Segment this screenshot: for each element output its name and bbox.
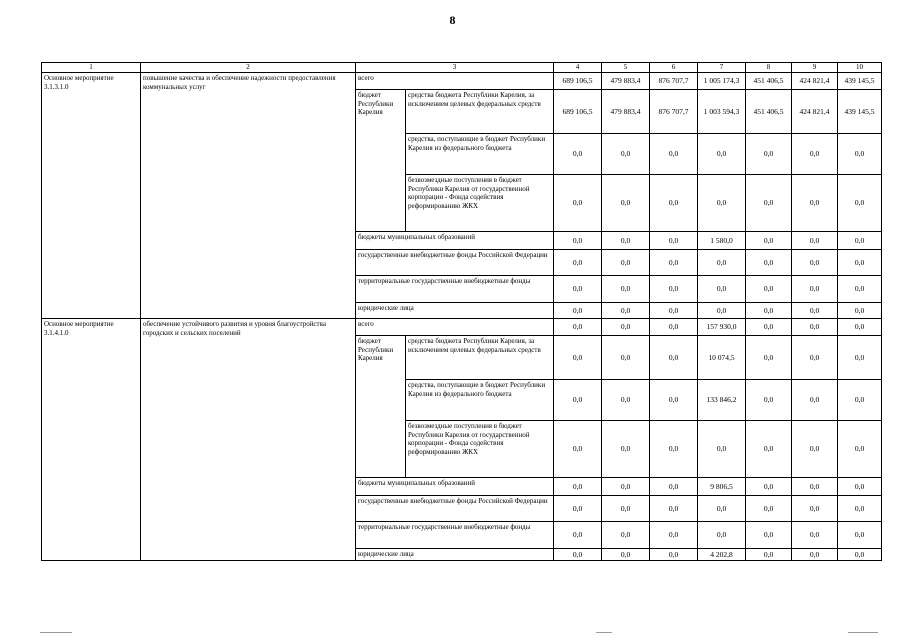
value-cell: 0,0 xyxy=(792,275,838,302)
value-cell: 0,0 xyxy=(838,495,882,521)
value-cell: 9 806,5 xyxy=(698,477,746,495)
value-cell: 0,0 xyxy=(602,249,650,275)
value-cell: 0,0 xyxy=(602,548,650,560)
value-cell: 0,0 xyxy=(554,548,602,560)
value-cell: 876 707,7 xyxy=(650,89,698,133)
value-cell: 0,0 xyxy=(554,133,602,174)
col-header-10: 10 xyxy=(838,63,882,73)
value-cell: 876 707,7 xyxy=(650,72,698,89)
funding-source-label: средства, поступающие в бюджет Республики Карелия из федерального бюджета xyxy=(406,133,554,174)
value-cell: 0,0 xyxy=(792,495,838,521)
value-cell: 0,0 xyxy=(838,548,882,560)
col-header-3: 3 xyxy=(356,63,554,73)
regional-budget-group: бюджет Республики Карелия xyxy=(356,335,406,477)
value-cell: 0,0 xyxy=(746,302,792,318)
value-cell: 0,0 xyxy=(792,335,838,379)
value-cell: 0,0 xyxy=(554,420,602,477)
value-cell: 1 003 594,3 xyxy=(698,89,746,133)
value-cell: 0,0 xyxy=(650,133,698,174)
value-cell: 479 883,4 xyxy=(602,72,650,89)
value-cell: 0,0 xyxy=(602,495,650,521)
measure-description: повышение качества и обеспечение надежности предоставления коммунальных услуг xyxy=(141,72,356,318)
value-cell: 0,0 xyxy=(698,420,746,477)
value-cell: 0,0 xyxy=(602,521,650,548)
value-cell: 4 202,8 xyxy=(698,548,746,560)
value-cell: 0,0 xyxy=(746,318,792,335)
regional-budget-group: бюджет Республики Карелия xyxy=(356,89,406,231)
table-row xyxy=(42,72,882,89)
value-cell: 0,0 xyxy=(602,231,650,249)
measure-code: Основное мероприятие 3.1.4.1.0 xyxy=(42,318,141,560)
value-cell: 0,0 xyxy=(792,133,838,174)
value-cell: 0,0 xyxy=(838,318,882,335)
value-cell: 0,0 xyxy=(792,379,838,420)
value-cell: 0,0 xyxy=(650,521,698,548)
value-cell: 0,0 xyxy=(838,335,882,379)
funding-source-label: средства, поступающие в бюджет Республики Карелия из федерального бюджета xyxy=(406,379,554,420)
value-cell: 0,0 xyxy=(746,420,792,477)
value-cell: 0,0 xyxy=(650,318,698,335)
value-cell: 0,0 xyxy=(792,231,838,249)
measure-description: обеспечение устойчивого развития и уровня благоустройства городских и сельских поселений xyxy=(141,318,356,560)
value-cell: 0,0 xyxy=(650,379,698,420)
value-cell: 0,0 xyxy=(838,275,882,302)
value-cell: 0,0 xyxy=(602,477,650,495)
value-cell: 0,0 xyxy=(554,335,602,379)
value-cell: 0,0 xyxy=(602,275,650,302)
value-cell: 0,0 xyxy=(746,133,792,174)
value-cell: 0,0 xyxy=(746,335,792,379)
funding-source-label: юридические лица xyxy=(356,302,554,318)
value-cell: 0,0 xyxy=(602,174,650,231)
value-cell: 0,0 xyxy=(698,174,746,231)
value-cell: 451 406,5 xyxy=(746,72,792,89)
value-cell: 0,0 xyxy=(746,174,792,231)
value-cell: 0,0 xyxy=(602,302,650,318)
value-cell: 0,0 xyxy=(554,231,602,249)
value-cell: 0,0 xyxy=(650,302,698,318)
value-cell: 0,0 xyxy=(650,231,698,249)
value-cell: 0,0 xyxy=(792,249,838,275)
page-number: 8 xyxy=(449,13,456,27)
value-cell: 0,0 xyxy=(602,318,650,335)
value-cell: 0,0 xyxy=(650,275,698,302)
funding-source-label: государственные внебюджетные фонды Российской Федерации xyxy=(356,249,554,275)
funding-source-label: территориальные государственные внебюджетные фонды xyxy=(356,275,554,302)
value-cell: 0,0 xyxy=(792,521,838,548)
value-cell: 133 846,2 xyxy=(698,379,746,420)
value-cell: 0,0 xyxy=(746,275,792,302)
value-cell: 0,0 xyxy=(792,477,838,495)
col-header-9: 9 xyxy=(792,63,838,73)
value-cell: 479 883,4 xyxy=(602,89,650,133)
funding-source-label: средства бюджета Республики Карелия, за исключением целевых федеральных средств xyxy=(406,89,554,133)
funding-source-label: средства бюджета Республики Карелия, за исключением целевых федеральных средств xyxy=(406,335,554,379)
value-cell: 0,0 xyxy=(698,275,746,302)
value-cell: 0,0 xyxy=(554,275,602,302)
value-cell: 0,0 xyxy=(698,521,746,548)
col-header-6: 6 xyxy=(650,63,698,73)
scan-artifact xyxy=(848,632,878,633)
value-cell: 0,0 xyxy=(602,420,650,477)
funding-source-label: бюджеты муниципальных образований xyxy=(356,477,554,495)
value-cell: 0,0 xyxy=(746,548,792,560)
scan-artifact xyxy=(40,632,72,633)
value-cell: 0,0 xyxy=(602,133,650,174)
col-header-5: 5 xyxy=(602,63,650,73)
funding-source-label: безвозмездные поступления в бюджет Республики Карелия от государственной корпорации - Фонда содействия реформированию ЖКХ xyxy=(406,174,554,231)
value-cell: 1 580,0 xyxy=(698,231,746,249)
value-cell: 0,0 xyxy=(838,477,882,495)
value-cell: 0,0 xyxy=(650,249,698,275)
scan-artifact xyxy=(596,632,612,633)
value-cell: 0,0 xyxy=(650,420,698,477)
value-cell: 0,0 xyxy=(554,302,602,318)
value-cell: 439 145,5 xyxy=(838,72,882,89)
value-cell: 0,0 xyxy=(554,521,602,548)
funding-table xyxy=(41,62,882,561)
funding-source-label: безвозмездные поступления в бюджет Республики Карелия от государственной корпорации - Фонда содействия реформированию ЖКХ xyxy=(406,420,554,477)
value-cell: 0,0 xyxy=(792,302,838,318)
value-cell: 0,0 xyxy=(838,249,882,275)
funding-source-label: всего xyxy=(356,72,554,89)
value-cell: 0,0 xyxy=(698,133,746,174)
header-row xyxy=(42,63,882,73)
value-cell: 0,0 xyxy=(792,548,838,560)
value-cell: 0,0 xyxy=(746,521,792,548)
funding-source-label: бюджеты муниципальных образований xyxy=(356,231,554,249)
value-cell: 0,0 xyxy=(650,335,698,379)
value-cell: 424 821,4 xyxy=(792,89,838,133)
value-cell: 451 406,5 xyxy=(746,89,792,133)
col-header-8: 8 xyxy=(746,63,792,73)
value-cell: 0,0 xyxy=(554,495,602,521)
value-cell: 0,0 xyxy=(838,302,882,318)
funding-source-label: территориальные государственные внебюджетные фонды xyxy=(356,521,554,548)
value-cell: 0,0 xyxy=(746,495,792,521)
value-cell: 10 074,5 xyxy=(698,335,746,379)
value-cell: 0,0 xyxy=(698,495,746,521)
value-cell: 0,0 xyxy=(650,495,698,521)
funding-source-label: юридические лица xyxy=(356,548,554,560)
value-cell: 0,0 xyxy=(554,379,602,420)
value-cell: 0,0 xyxy=(554,249,602,275)
value-cell: 0,0 xyxy=(554,318,602,335)
value-cell: 0,0 xyxy=(792,174,838,231)
value-cell: 0,0 xyxy=(650,548,698,560)
measure-code: Основное мероприятие 3.1.3.1.0 xyxy=(42,72,141,318)
value-cell: 0,0 xyxy=(554,174,602,231)
value-cell: 0,0 xyxy=(554,477,602,495)
col-header-7: 7 xyxy=(698,63,746,73)
value-cell: 0,0 xyxy=(698,302,746,318)
table-row xyxy=(42,318,882,335)
funding-source-label: государственные внебюджетные фонды Российской Федерации xyxy=(356,495,554,521)
value-cell: 439 145,5 xyxy=(838,89,882,133)
value-cell: 424 821,4 xyxy=(792,72,838,89)
value-cell: 0,0 xyxy=(838,379,882,420)
value-cell: 1 005 174,3 xyxy=(698,72,746,89)
value-cell: 0,0 xyxy=(792,318,838,335)
value-cell: 0,0 xyxy=(650,174,698,231)
value-cell: 0,0 xyxy=(746,249,792,275)
col-header-4: 4 xyxy=(554,63,602,73)
value-cell: 0,0 xyxy=(746,231,792,249)
col-header-2: 2 xyxy=(141,63,356,73)
value-cell: 0,0 xyxy=(698,249,746,275)
value-cell: 0,0 xyxy=(838,521,882,548)
value-cell: 0,0 xyxy=(838,420,882,477)
value-cell: 157 930,0 xyxy=(698,318,746,335)
value-cell: 689 106,5 xyxy=(554,72,602,89)
value-cell: 0,0 xyxy=(650,477,698,495)
funding-source-label: всего xyxy=(356,318,554,335)
value-cell: 0,0 xyxy=(838,174,882,231)
value-cell: 0,0 xyxy=(602,379,650,420)
value-cell: 0,0 xyxy=(602,335,650,379)
value-cell: 689 106,5 xyxy=(554,89,602,133)
value-cell: 0,0 xyxy=(746,477,792,495)
col-header-1: 1 xyxy=(42,63,141,73)
value-cell: 0,0 xyxy=(746,379,792,420)
value-cell: 0,0 xyxy=(792,420,838,477)
value-cell: 0,0 xyxy=(838,231,882,249)
value-cell: 0,0 xyxy=(838,133,882,174)
